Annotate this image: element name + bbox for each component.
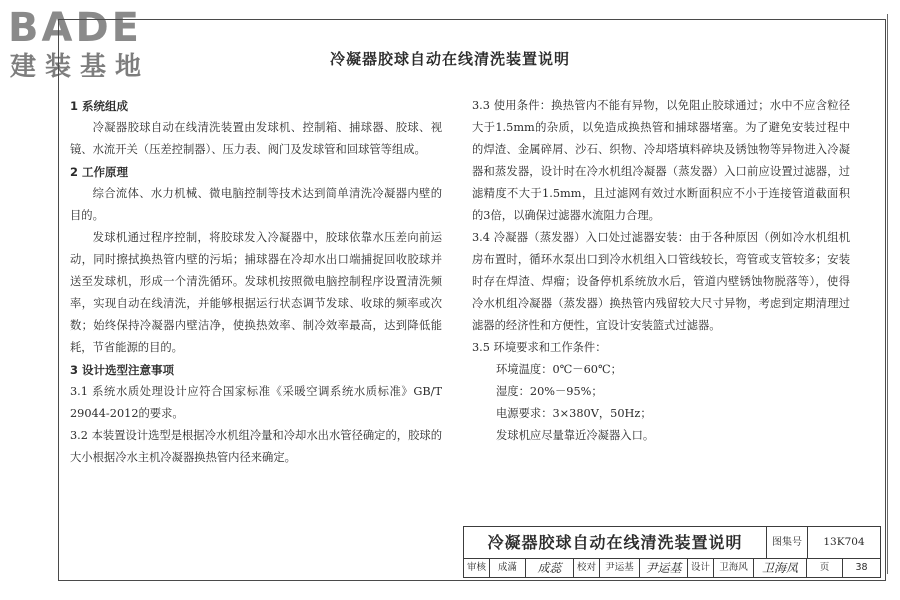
check-label: 校对 — [574, 559, 600, 577]
review-label: 审核 — [464, 559, 490, 577]
title-block-sign-row — [464, 559, 880, 577]
condition-line: 发球机应尽量靠近冷凝器入口。 — [496, 429, 655, 442]
logo-wordmark: BADE — [8, 5, 142, 51]
right-column — [472, 95, 850, 447]
reviewer-name: 成滿 — [490, 559, 526, 577]
atlas-number-label: 图集号 — [767, 527, 808, 558]
atlas-number: 13K704 — [823, 536, 865, 548]
page-label: 页 — [807, 559, 843, 577]
paragraph: 冷凝器胶球自动在线清洗装置由发球机、控制箱、捕球器、胶球、视镜、水流开关（压差控制器）、压力表、阀门及发球管和回球管等组成。 — [70, 121, 442, 156]
paragraph: 综合流体、水力机械、微电脑控制等技术达到简单清洗冷凝器内壁的目的。 — [70, 187, 442, 222]
frame-margin-line — [887, 14, 888, 574]
condition-line: 湿度：20%－95%； — [496, 385, 603, 398]
clause: 3.5 环境要求和工作条件： — [472, 341, 607, 354]
clause: 3.2 本装置设计选型是根据冷水机组冷量和冷却水出水管径确定的，胶球的大小根据冷水主机冷凝器换热管内径来确定。 — [70, 429, 442, 464]
paragraph: 发球机通过程序控制，将胶球发入冷凝器中，胶球依靠水压差向前运动，同时擦拭换热管内壁的污垢；捕球器在冷却水出口端捕捉回收胶球并送至发球机，形成一个清洗循环。发球机按照微电脑控制程序设置清洗频率，实现自动在线清洗，并能够根据运行状态调节发球、收球的频率或次数；始终保持冷凝器内壁洁净，使换热效率、制冷效率最高，达到降低能耗，节省能源的目的。 — [70, 231, 442, 354]
title-block — [463, 526, 881, 578]
designer-name: 卫海风 — [714, 559, 754, 577]
title-block-title: 冷凝器胶球自动在线清洗装置说明 — [464, 527, 767, 558]
page-title: 冷凝器胶球自动在线清洗装置说明 — [329, 50, 570, 68]
left-column — [70, 95, 442, 469]
clause: 3.3 使用条件：换热管内不能有异物，以免阻止胶球通过；水中不应含粒径大于1.5mm的杂质，以免造成换热管和捕球器堵塞。为了避免安装过程中的焊渣、金属碎屑、沙石、织物、冷却塔填料碎块及锈蚀物等异物进入冷凝器和蒸发器，设计时在冷水机组冷凝器（蒸发器）入口前应设置过滤器，过滤精度不大于1.5mm，且过滤网有效过水断面积应不小于连接管道截面积的3倍，以确保过滤器水流阻力合理。 — [472, 99, 850, 222]
section-heading: 1 系统组成 — [70, 99, 129, 113]
reviewer-signature: 成蕊 — [526, 559, 574, 577]
condition-line: 电源要求：3×380V，50Hz； — [496, 407, 652, 420]
logo-tagline: 建装基地 — [10, 52, 151, 82]
section-heading: 3 设计选型注意事项 — [70, 363, 175, 377]
clause: 3.4 冷凝器（蒸发器）入口处过滤器安装：由于各种原因（例如冷水机组机房布置时，循环水泵出口到冷水机组入口管线较长，弯管或支管较多；安装时存在焊渣、焊瘤；设备停机系统放水后，管道内壁锈蚀物脱落等），使得冷水机组冷凝器（蒸发器）换热管内残留较大尺寸异物，考虑到定期清理过滤器的经济性和方便性，宜设计安装篮式过滤器。 — [472, 231, 850, 332]
clause: 3.1 系统水质处理设计应符合国家标准《采暖空调系统水质标准》GB/T 29044-2012的要求。 — [70, 385, 442, 420]
designer-signature: 卫海凤 — [754, 559, 807, 577]
section-heading: 2 工作原理 — [70, 165, 129, 179]
checker-signature: 尹运基 — [640, 559, 688, 577]
page-number: 38 — [855, 562, 868, 573]
condition-line: 环境温度：0℃－60℃； — [496, 363, 622, 376]
title-block-top-row — [464, 527, 880, 559]
checker-name: 尹运基 — [600, 559, 640, 577]
design-label: 设计 — [688, 559, 714, 577]
